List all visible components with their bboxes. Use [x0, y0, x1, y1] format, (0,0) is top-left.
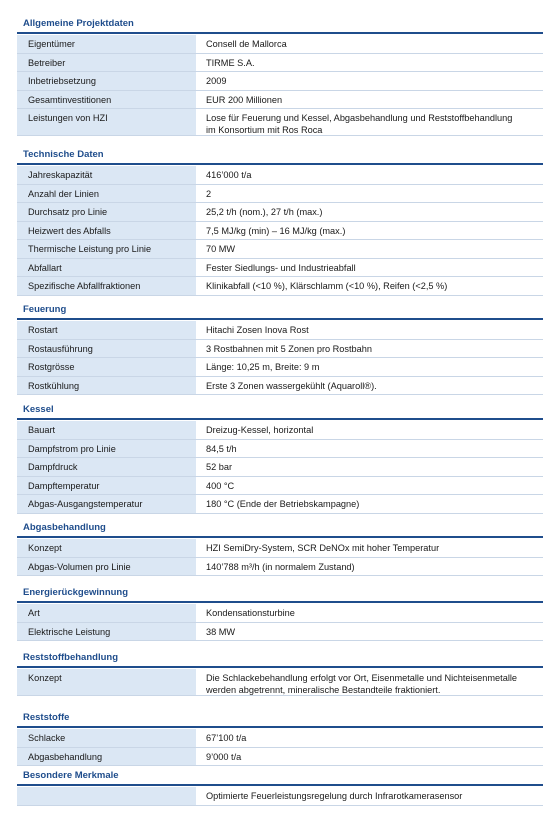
table-row [17, 729, 543, 747]
section-divider [17, 601, 543, 603]
table-row [17, 72, 543, 90]
table-row [17, 477, 543, 495]
row-label: Rostkühlung [17, 377, 196, 395]
table-row [17, 54, 543, 72]
row-value: Klinikabfall (<10 %), Klärschlamm (<10 %), Reifen (<2,5 %) [206, 281, 448, 291]
row-value: Hitachi Zosen Inova Rost [206, 325, 309, 335]
section-divider [17, 418, 543, 420]
row-label: Heizwert des Abfalls [17, 222, 196, 240]
table-row [17, 623, 543, 641]
row-separator [17, 513, 543, 514]
row-separator [17, 135, 543, 136]
row-label: Dampfdruck [17, 458, 196, 476]
section-divider [17, 318, 543, 320]
section-title: Energierückgewinnung [23, 587, 129, 598]
row-value: 52 bar [206, 462, 233, 472]
row-label: Jahreskapazität [17, 166, 196, 184]
row-label: Spezifische Abfallfraktionen [17, 277, 196, 295]
row-value: 140’788 m³/h (in normalem Zustand) [206, 561, 355, 572]
row-value: EUR 200 Millionen [206, 94, 283, 105]
row-label: Rostausführung [17, 340, 196, 358]
row-separator [17, 295, 543, 296]
row-value: Dreizug-Kessel, horizontal [206, 425, 314, 435]
table-row [17, 358, 543, 376]
table-row [17, 91, 543, 109]
section-title: Kessel [23, 404, 54, 415]
row-separator [17, 695, 543, 696]
table-row [17, 240, 543, 258]
row-label: Thermische Leistung pro Linie [17, 240, 196, 258]
table-row [17, 321, 543, 339]
row-value: 180 °C (Ende der Betriebskampagne) [206, 499, 360, 509]
section-title: Reststoffe [23, 712, 70, 723]
row-value: Erste 3 Zonen wassergekühlt (Aquaroll®). [206, 380, 377, 391]
row-value: Lose für Feuerung und Kessel, Abgasbehandlung und Reststoffbehandlung im Konsortium mit Ros Roca [206, 113, 513, 135]
row-value: Consell de Mallorca [206, 39, 287, 49]
row-value: 38 MW [206, 626, 236, 637]
row-label: Rostgrösse [17, 358, 196, 376]
table-row [17, 440, 543, 458]
row-value: Optimierte Feuerleistungsregelung durch Infrarotkamerasensor [206, 791, 463, 801]
row-value: 84,5 t/h [206, 443, 237, 454]
row-value: TIRME S.A. [206, 57, 255, 68]
row-label: Abfallart [17, 259, 196, 277]
row-value: Kondensationsturbine [206, 608, 295, 618]
table-row [17, 421, 543, 439]
table-row [17, 109, 543, 135]
row-label: Gesamtinvestitionen [17, 91, 196, 109]
section-divider [17, 32, 543, 34]
row-label: Abgas-Ausgangstemperatur [17, 495, 196, 513]
row-value: 70 MW [206, 244, 236, 254]
row-label: Anzahl der Linien [17, 185, 196, 203]
row-value: 2009 [206, 76, 227, 86]
section-divider [17, 726, 543, 728]
section-divider [17, 536, 543, 538]
row-label: Leistungen von HZI [17, 109, 196, 135]
section-title: Feuerung [23, 304, 67, 315]
row-label: Konzept [17, 539, 196, 557]
row-separator [17, 640, 543, 641]
row-value: Länge: 10,25 m, Breite: 9 m [206, 362, 320, 372]
table-row [17, 203, 543, 221]
row-value: 67’100 t/a [206, 733, 247, 743]
section-title: Besondere Merkmale [23, 770, 119, 781]
row-label: Dampfstrom pro Linie [17, 440, 196, 458]
row-value: HZI SemiDry-System, SCR DeNOx mit hoher Temperatur [206, 543, 440, 553]
row-value: 2 [206, 188, 212, 199]
section-divider [17, 666, 543, 668]
row-label: Art [17, 604, 196, 622]
row-separator [17, 394, 543, 395]
table-row [17, 259, 543, 277]
section-divider [17, 784, 543, 786]
row-label: Durchsatz pro Linie [17, 203, 196, 221]
row-label: Eigentümer [17, 35, 196, 53]
row-label: Bauart [17, 421, 196, 439]
table-row [17, 35, 543, 53]
row-label [17, 787, 196, 805]
table-row [17, 222, 543, 240]
table-row [17, 604, 543, 622]
table-row [17, 377, 543, 395]
row-value: 3 Rostbahnen mit 5 Zonen pro Rostbahn [206, 343, 372, 354]
table-row [17, 185, 543, 203]
row-value: 7,5 MJ/kg (min) – 16 MJ/kg (max.) [206, 225, 346, 236]
row-label: Konzept [17, 669, 196, 695]
section-title: Allgemeine Projektdaten [23, 18, 134, 29]
row-label: Betreiber [17, 54, 196, 72]
row-label: Elektrische Leistung [17, 623, 196, 641]
row-value: 416’000 t/a [206, 170, 252, 180]
row-value: 9’000 t/a [206, 751, 242, 762]
section-title: Technische Daten [23, 149, 104, 160]
table-row [17, 458, 543, 476]
row-label: Inbetriebsetzung [17, 72, 196, 90]
table-row [17, 340, 543, 358]
row-label: Schlacke [17, 729, 196, 747]
row-label: Abgas-Volumen pro Linie [17, 558, 196, 576]
row-value: Fester Siedlungs- und Industrieabfall [206, 262, 356, 273]
section-divider [17, 163, 543, 165]
row-value: Die Schlackebehandlung erfolgt vor Ort, Eisenmetalle und Nichteisenmetalle werden abgetrennt, mineralische Bestandteile fraktioniert. [206, 673, 518, 695]
table-row [17, 787, 543, 805]
row-separator [17, 765, 543, 766]
row-separator [17, 805, 543, 806]
table-row [17, 558, 543, 576]
row-label: Rostart [17, 321, 196, 339]
table-row [17, 748, 543, 766]
section-title: Reststoffbehandlung [23, 652, 118, 663]
section-title: Abgasbehandlung [23, 522, 106, 533]
row-value: 25,2 t/h (nom.), 27 t/h (max.) [206, 207, 323, 217]
table-row [17, 669, 543, 695]
table-row [17, 539, 543, 557]
table-row [17, 277, 543, 295]
table-row [17, 495, 543, 513]
table-row [17, 166, 543, 184]
row-separator [17, 575, 543, 576]
row-label: Abgasbehandlung [17, 748, 196, 766]
row-label: Dampftemperatur [17, 477, 196, 495]
row-value: 400 °C [206, 480, 235, 491]
